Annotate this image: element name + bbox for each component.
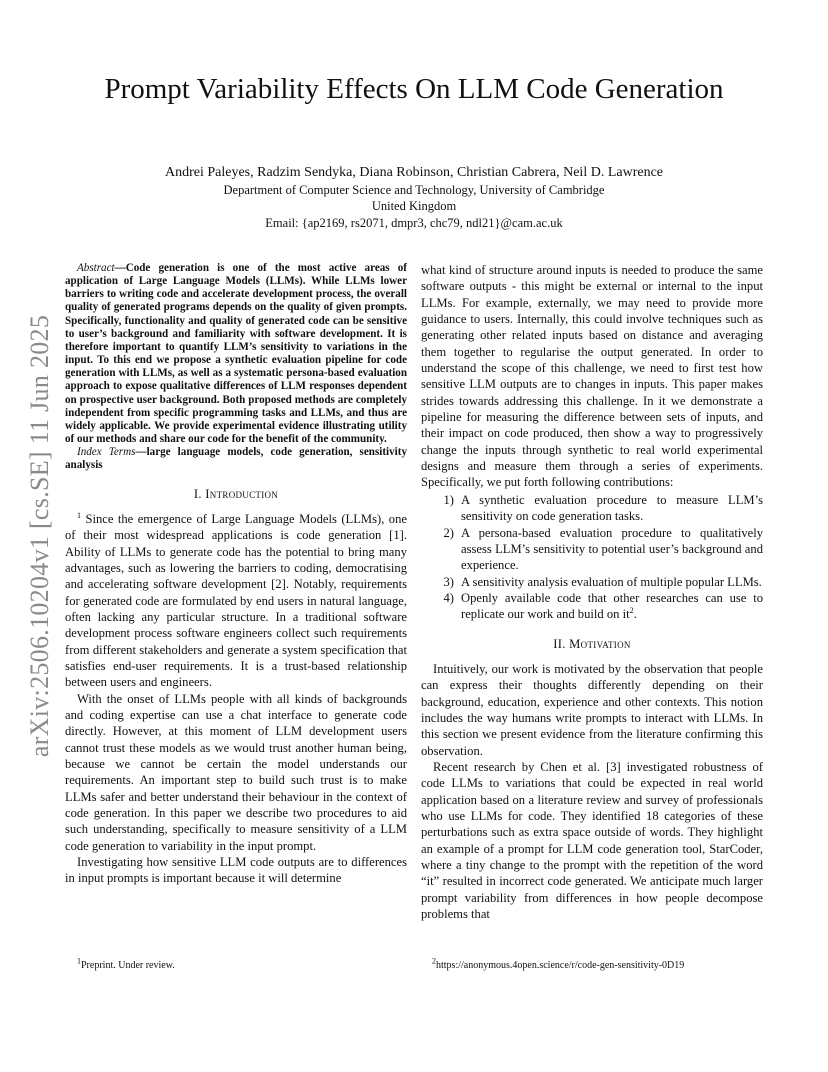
arxiv-identifier-stamp	[20, 303, 60, 768]
footnote-text: Preprint. Under review.	[81, 960, 175, 971]
section-numeral: II.	[553, 636, 566, 651]
author-emails: Email: {ap2169, rs2071, dmpr3, chc79, ndl21}@cam.ac.uk	[265, 216, 563, 230]
intro-paragraph-1	[65, 511, 407, 691]
section-title: Motivation	[569, 636, 631, 651]
intro-paragraph-3: Investigating how sensitive LLM code outputs are to differences in input prompts is important because it will determine	[65, 855, 407, 886]
author-list: Andrei Paleyes, Radzim Sendyka, Diana Robinson, Christian Cabrera, Neil D. Lawrence	[164, 165, 664, 180]
list-item-text: A sensitivity analysis evaluation of multiple popular LLMs.	[461, 574, 762, 589]
list-item-text: A synthetic evaluation procedure to measure LLM’s sensitivity on code generation tasks.	[461, 492, 763, 524]
list-item-number: 3)	[443, 574, 454, 589]
abstract: Abstract—Code generation is one of the most active areas of application of Large Language Models (LLMs). While LLMs lower barriers to writing code and accelerate development process, the overall quality of generated programs depends on the quality of given prompts. Specifically, functionality and quality of generated code can be sensitive to user’s background and familiarity with software development. It is therefore important to quantify LLM’s sensitivity to variations in the input. To this end we propose a synthetic evaluation pipeline for code generation with LLMs, as well as a systematic persona-based evaluation approach to expose qualitative differences of LLM responses dependent on prospective user background. Both proposed methods are completely independent from specific programming tasks and LLMs, and thus are widely applicable. We provide experimental evidence illustrating utility of our methods and share our code for the benefit of the community.	[65, 262, 407, 446]
footnote-code-link	[432, 956, 685, 972]
right-column	[421, 262, 763, 922]
list-item-number: 2)	[443, 525, 454, 540]
left-column	[65, 262, 407, 887]
footnote-marker: 2	[432, 956, 436, 966]
index-terms-label: Index Terms	[77, 446, 136, 459]
section-heading-motivation	[421, 636, 763, 652]
section-numeral: I.	[193, 486, 202, 501]
footnote-marker: 2	[629, 606, 634, 616]
affiliation-department: Department of Computer Science and Technology, University of Cambridge	[223, 183, 605, 197]
footnote-preprint	[77, 956, 175, 972]
index-terms-text: large language models, code generation, sensitivity analysis	[65, 446, 407, 472]
section-heading-introduction	[65, 486, 407, 502]
motivation-paragraph-1: Intuitively, our work is motivated by the observation that people can express their thoughts differently depending on their background, education, experience and other contexts. This notion includes the way humans write prompts to interact with LLMs. In this section we present evidence from the literature confirming this observation.	[421, 661, 763, 758]
footnote-marker: 1	[77, 510, 81, 520]
intro-paragraph-2: With the onset of LLMs people with all kinds of backgrounds and coding expertise can use a chat interface to generate code directly. However, at this moment of LLM development users cannot trust these models as we would trust another human being, because we cannot be certain the model understands our requirements. An important step to build such trust is to make LLMs safer and better understand their behaviour in the context of code generation. In this paper we describe two procedures to aid such understanding, specifically to measure sensitivity of a LLM code generation to variability in the input prompt.	[65, 691, 407, 853]
intro-paragraph-1-text: Since the emergence of Large Language Models (LLMs), one of their most widespread applications is code generation [1]. Ability of LLMs to generate code has the potential to bring many advantages, such as lowering the barriers to coding, democratising and accelerating software development [2]. Notably, requirements for generated code are formulated by end users in natural language, often lacking any particular structure. In a traditional software development process software engineers collect such requirements from different stakeholders and generate a system specification that satisfies end-user requirements. It is a trust-based relationship between users and engineers.	[65, 511, 407, 690]
footnote-marker: 1	[77, 956, 81, 966]
abstract-label: Abstract	[77, 262, 115, 274]
list-item-number: 4)	[443, 590, 454, 605]
arxiv-identifier-text: arXiv:2506.10204v1 [cs.SE] 11 Jun 2025	[25, 314, 55, 757]
list-item-text	[454, 590, 763, 623]
list-item	[421, 574, 763, 590]
abstract-text: Code generation is one of the most active areas of application of Large Language Models (LLMs). While LLMs lower barriers to writing code and accelerate development process, the overall quality of generated programs depends on the quality of given prompts. Specifically, functionality and quality of generated code can be sensitive to user’s background and familiarity with software development. It is therefore important to quantify LLM’s sensitivity to variations in the input. To this end we propose a synthetic evaluation pipeline for code generation with LLMs, as well as a systematic persona-based evaluation approach to expose qualitative differences of LLM responses dependent on prospective user background. Both proposed methods are completely independent from specific programming tasks and LLMs, and thus are widely applicable. We provide experimental evidence illustrating utility of our methods and share our code for the benefit of the community.	[65, 262, 407, 446]
list-item-text: A persona-based evaluation procedure to qualitatively assess LLM’s sensitivity to potential user’s background and experience.	[461, 525, 763, 573]
list-item	[421, 492, 763, 525]
list-item-number: 1)	[443, 492, 454, 507]
intro-paragraph-3-continued: what kind of structure around inputs is needed to produce the same software outputs - this might be external or internal to the input LLMs. For example, externally, we may need to provide more guidance to users. Internally, this could involve techniques such as generating other related inputs based on distance and averaging them together to regularise the output generated. In order to understand the scope of this challenge, we need to first test how sensitive LLM outputs are to changes in inputs. This paper makes strides towards addressing this challenge. In it we demonstrate a pipeline for measuring the difference between sets of inputs, and their impact on code produced, then show a way to progressively change the inputs through synthetic to real world experimental designs and measure them through a series of experiments. Specifically, we put forth following contributions:	[421, 263, 763, 490]
paper-title: Prompt Variability Effects On LLM Code Generation	[104, 73, 724, 105]
contribution-list	[421, 492, 763, 623]
list-item-text-tail: .	[633, 607, 637, 622]
list-item-text-body: Openly available code that other researches can use to replicate our work and build on it	[461, 590, 763, 622]
list-item	[421, 590, 763, 623]
affiliation-country: United Kingdom	[371, 199, 457, 213]
section-title: Introduction	[205, 486, 279, 501]
motivation-paragraph-2: Recent research by Chen et al. [3] investigated robustness of code LLMs to variations that could be expected in real world application based on a literature review and survey of professionals who use LLMs for code. They identified 18 categories of these perturbations such as extra space outside of words. They highlight an example of a prompt for LLM code generation tool, StarCoder, where a tiny change to the prompt with the repetition of the word “it” resulted in incorrect code generated. We anticipate much larger prompt variability from differences in how people decompose problems that	[421, 759, 763, 922]
footnote-link[interactable]: https://anonymous.4open.science/r/code-gen-sensitivity-0D19	[436, 960, 685, 971]
list-item	[421, 525, 763, 574]
index-terms: Index Terms—large language models, code generation, sensitivity analysis	[65, 446, 407, 472]
